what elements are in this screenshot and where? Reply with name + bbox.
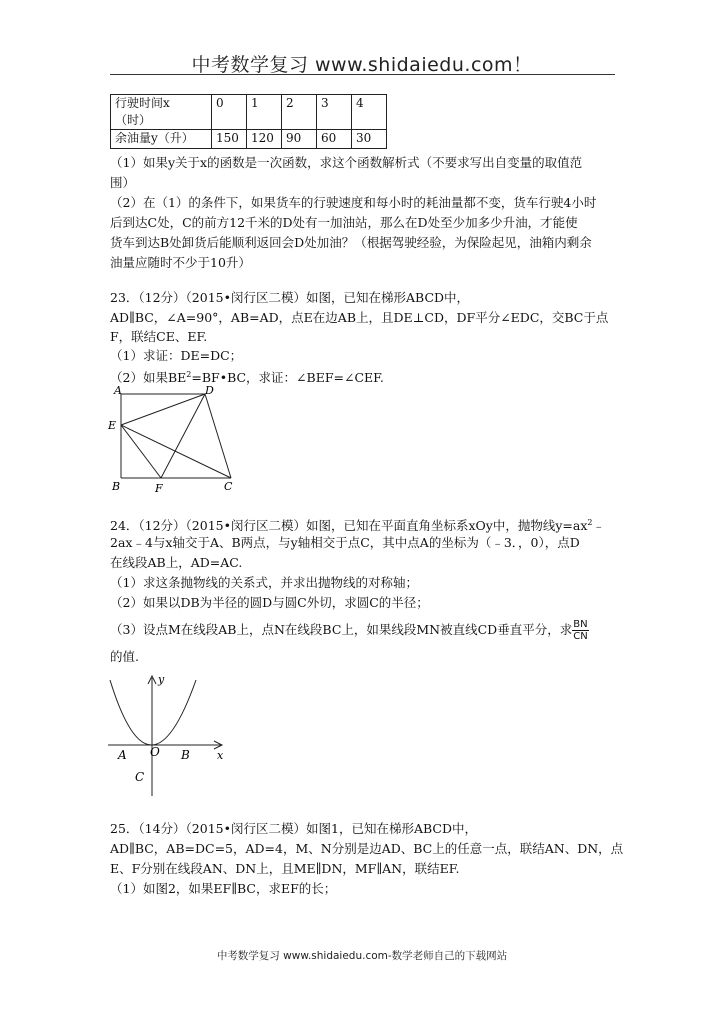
time-label-line1: 行驶时间x	[115, 96, 170, 110]
q22-part2-line3: 货车到达B处卸货后能顺利返回会D处加油？（根据驾驶经验，为保险起见，油箱内剩余	[110, 235, 592, 250]
table-row	[111, 95, 387, 130]
point-f-label: F	[155, 482, 163, 494]
point-b-label: B	[112, 480, 121, 493]
q24-part3: （3）设点M在线段AB上，点N在线段BC上，如果线段MN被直线CD垂直平分，求 $\frac{BN}{CN}$	[110, 619, 588, 642]
table-row	[111, 130, 387, 149]
origin-label: O	[150, 745, 160, 759]
q24-heading: 24．（12分）（2015•闵行区二模）如图，已知在平面直角坐标系xOy中，抛物线$y=ax^2﹣$	[110, 518, 606, 534]
q25-part1: （1）如图2，如果EF∥BC，求EF的长；	[110, 881, 337, 896]
point-b-label: B	[181, 748, 190, 762]
table-cell: 0	[212, 95, 247, 130]
q22-part2-line2: 后到达C处，C的前方12千米的D处有一加油站，那么在D处至少加多少升油，才能使	[110, 215, 578, 230]
q23-line2: AD∥BC，∠A=90°，AB=AD，点E在边AB上，且DE⊥CD，DF平分∠EDC，交BC于点	[110, 310, 609, 325]
bn-over-cn-fraction: $\frac{BN}{CN}$	[573, 619, 588, 642]
table-cell: 1	[247, 95, 282, 130]
table-cell: 2	[282, 95, 317, 130]
q25-line3: E、F分别在线段AN、DN上，且ME∥DN，MF∥AN，联结EF.	[110, 861, 460, 876]
point-e-label: E	[108, 419, 117, 432]
point-c-label: C	[224, 480, 233, 493]
header-divider	[110, 74, 615, 75]
q22-part1-line2: 围）	[110, 175, 136, 190]
table-cell: 30	[352, 130, 387, 149]
q24-line3: 在线段AB上，AD=AC.	[110, 555, 243, 570]
point-c-label: C	[135, 770, 145, 784]
q22-part1-line1: （1）如果y关于x的函数是一次函数，求这个函数解析式（不要求写出自变量的取值范	[110, 155, 583, 170]
q22-part2-line4: 油量应随时不少于10升）	[110, 255, 251, 270]
q23-part2: （2）如果$BE^2=BF•BC$，求证：∠BEF=∠CEF.	[110, 370, 384, 386]
q24-part3-end: 的值.	[110, 649, 139, 664]
q25-heading: 25．（14分）（2015•闵行区二模）如图1，已知在梯形ABCD中，	[110, 821, 477, 836]
page-header-title: 中考数学复习 www.shidaiedu.com！	[191, 54, 533, 76]
table-header-cell: 余油量y（升）	[111, 130, 212, 149]
page-footer: 中考数学复习 www.shidaiedu.com-数学老师自己的下载网站	[216, 950, 508, 962]
q24-part1: （1）求这条抛物线的关系式，并求出抛物线的对称轴；	[110, 575, 418, 590]
point-a-label: A	[118, 748, 127, 762]
q23-part1: （1）求证：DE=DC；	[110, 348, 243, 363]
q23-trapezoid-figure	[105, 382, 245, 494]
q25-line2: AD∥BC，AB=DC=5，AD=4，M、N分别是边AD、BC上的任意一点，联结AN、DN，点	[110, 841, 624, 856]
q24-parabola-figure	[104, 670, 234, 800]
table-cell: 120	[247, 130, 282, 149]
table-cell: 90	[282, 130, 317, 149]
table-header-cell	[111, 95, 212, 130]
table-cell: 150	[212, 130, 247, 149]
y-axis-label: y	[158, 673, 165, 686]
point-d-label: D	[205, 384, 214, 397]
q22-part2-line1: （2）在（1）的条件下，如果货车的行驶速度和每小时的耗油量都不变，货车行驶4小时	[110, 195, 597, 210]
table-cell: 4	[352, 95, 387, 130]
q24-part2: （2）如果以DB为半径的圆D与圆C外切，求圆C的半径；	[110, 595, 429, 610]
q23-heading: 23．（12分）（2015•闵行区二模）如图，已知在梯形ABCD中，	[110, 290, 470, 305]
x-axis-label: x	[217, 749, 224, 762]
table-cell: 60	[317, 130, 352, 149]
q24-line2: 2ax﹣4与x轴交于A、B两点，与y轴相交于点C，其中点A的坐标为（﹣3．，0），点D	[110, 535, 580, 550]
q23-line3: F，联结CE、EF.	[110, 329, 208, 344]
point-a-label: A	[114, 384, 122, 397]
time-label-line2: （时）	[115, 113, 152, 127]
table-cell: 3	[317, 95, 352, 130]
fuel-table	[110, 94, 387, 149]
